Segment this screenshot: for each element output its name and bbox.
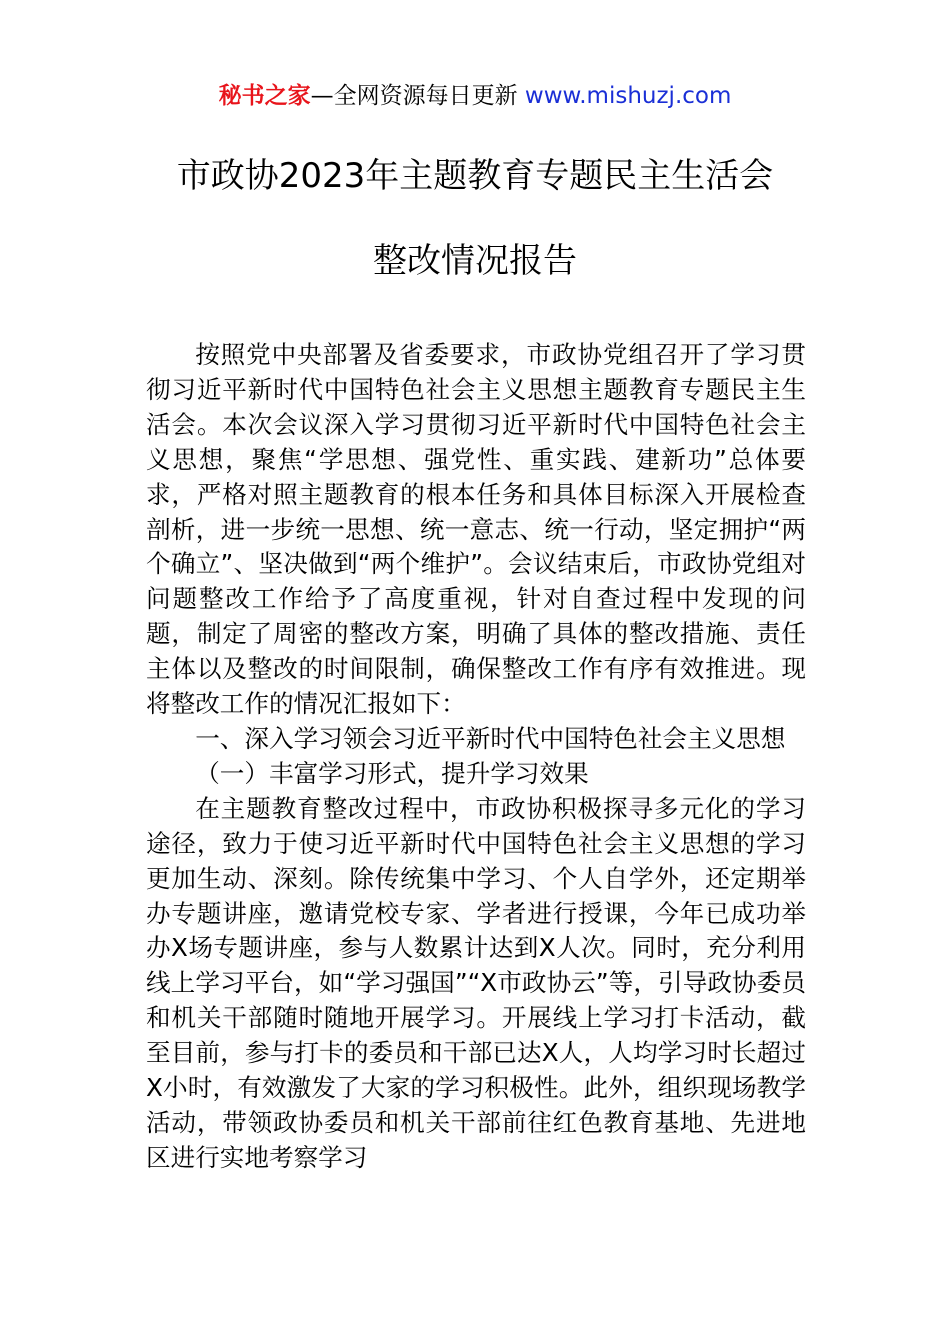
document-body [146, 338, 806, 1176]
title-line-2: 整改情况报告 [373, 241, 577, 281]
site-header [0, 80, 950, 112]
site-brand: 秘书之家 [218, 83, 311, 109]
title-line-1: 市政协2023年主题教育专题民主生活会 [176, 156, 774, 196]
site-tagline: —全网资源每日更新 [310, 83, 518, 109]
subsection-heading-1: （一）丰富学习形式，提升学习效果 [195, 758, 589, 788]
site-url-link[interactable]: www.mishuzj.com [524, 83, 732, 109]
body-paragraph: 在主题教育整改过程中，市政协积极探寻多元化的学习途径，致力于使习近平新时代中国特色社会主义思想的学习更加生动、深刻。除传统集中学习、个人自学外，还定期举办专题讲座，邀请党校专家、学者进行授课，今年已成功举办X场专题讲座，参与人数累计达到X人次。同时，充分利用线上学习平台，如“学习强国”“X市政协云”等，引导政协委员和机关干部随时随地开展学习。开展线上学习打卡活动，截至目前，参与打卡的委员和干部已达X人，人均学习时长超过X小时，有效激发了大家的学习积极性。此外，组织现场教学活动，带领政协委员和机关干部前往红色教育基地、先进地区进行实地考察学习 [146, 793, 806, 1172]
section-heading-1: 一、深入学习领会习近平新时代中国特色社会主义思想 [195, 723, 786, 753]
document-title [0, 150, 950, 287]
intro-paragraph: 按照党中央部署及省委要求，市政协党组召开了学习贯彻习近平新时代中国特色社会主义思想主题教育专题民主生活会。本次会议深入学习贯彻习近平新时代中国特色社会主义思想，聚焦“学思想、强党性、重实践、建新功”总体要求，严格对照主题教育的根本任务和具体目标深入开展检查剖析，进一步统一思想、统一意志、统一行动，坚定拥护“两个确立”、坚决做到“两个维护”。会议结束后，市政协党组对问题整改工作给予了高度重视，针对自查过程中发现的问题，制定了周密的整改方案，明确了具体的整改措施、责任主体以及整改的时间限制，确保整改工作有序有效推进。现将整改工作的情况汇报如下： [146, 340, 806, 719]
